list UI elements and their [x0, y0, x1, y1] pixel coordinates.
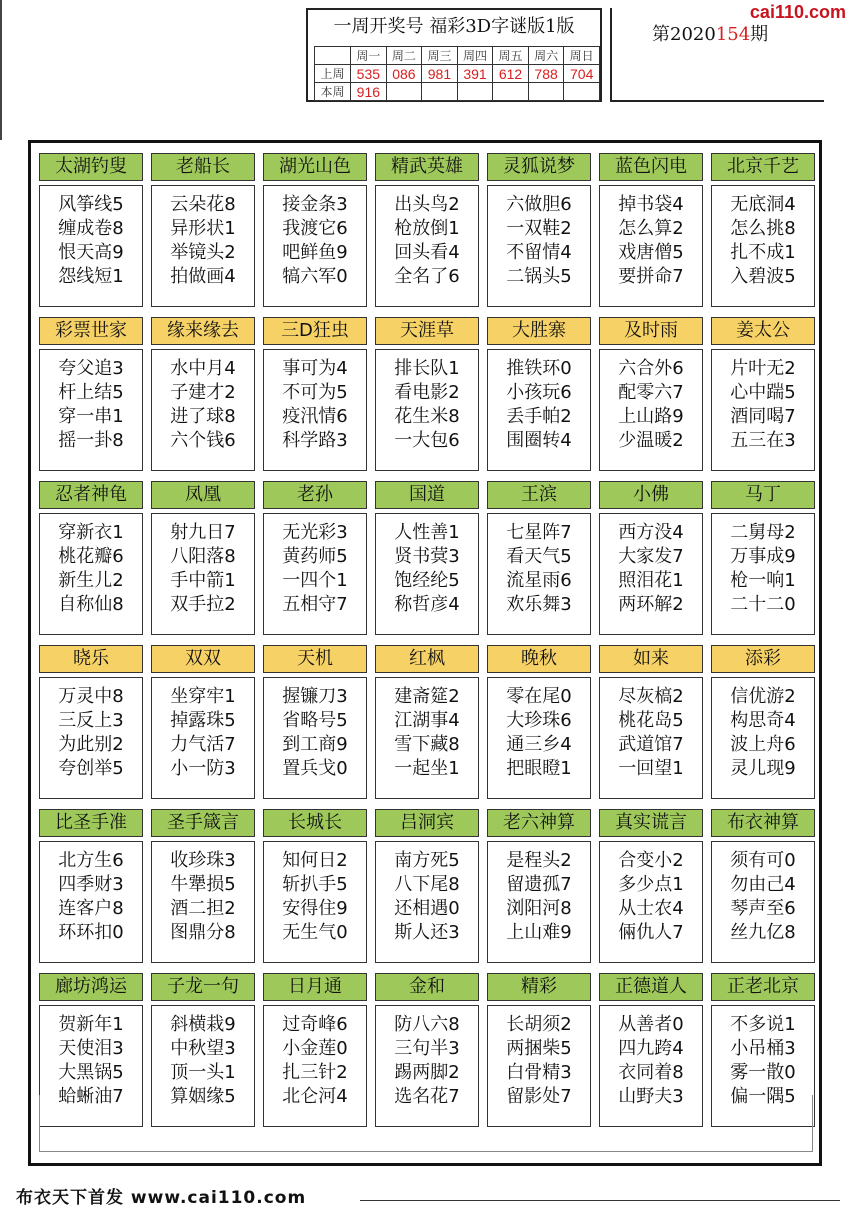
- riddle-line: 安得住9: [282, 898, 348, 919]
- riddle-line: 浏阳河8: [506, 898, 572, 919]
- weekly-draw-table: 周一 周二 周三 周四 周五 周六 周日 上周 535 086 981 391 612 788 704 本周 916: [314, 46, 600, 101]
- riddle-line: 杆上结5: [58, 382, 124, 403]
- riddle-line: 合变小2: [618, 850, 684, 871]
- riddle-line: 一四个1: [282, 570, 348, 591]
- riddle-line: 把眼瞪1: [506, 758, 572, 779]
- riddle-line: 看电影2: [394, 382, 460, 403]
- riddle-author: 王滨: [487, 481, 591, 509]
- riddle-card: [599, 317, 703, 467]
- site-link[interactable]: cai110.com: [749, 2, 846, 22]
- riddle-author: 日月通: [263, 973, 367, 1001]
- riddle-line: 子建才2: [170, 382, 236, 403]
- riddle-author: 太湖钓叟: [39, 153, 143, 181]
- riddle-line: 穿一串1: [58, 406, 124, 427]
- riddle-frame: [28, 140, 822, 1166]
- riddle-card: [375, 153, 479, 303]
- riddle-line: 力气活7: [170, 734, 236, 755]
- riddle-row: [39, 645, 811, 795]
- riddle-line: 枪一响1: [730, 570, 796, 591]
- riddle-line: 掉露珠5: [170, 710, 236, 731]
- riddle-line: 过奇峰6: [282, 1014, 348, 1035]
- riddle-line: 山野夫3: [618, 1086, 684, 1107]
- riddle-line: 算姻缘5: [170, 1086, 236, 1107]
- riddle-lines: [711, 513, 815, 635]
- riddle-line: 小一防3: [170, 758, 236, 779]
- riddle-row: [39, 809, 811, 959]
- riddle-line: 雪下藏8: [394, 734, 460, 755]
- riddle-line: 流星雨6: [506, 570, 572, 591]
- riddle-card: [599, 153, 703, 303]
- riddle-card: [711, 645, 815, 795]
- riddle-author: 圣手箴言: [151, 809, 255, 837]
- riddle-line: 七星阵7: [506, 522, 572, 543]
- riddle-line: 排长队1: [394, 358, 460, 379]
- riddle-line: 到工商9: [282, 734, 348, 755]
- riddle-card: [263, 153, 367, 303]
- riddle-line: 勿由己4: [730, 874, 796, 895]
- riddle-line: 北方生6: [58, 850, 124, 871]
- riddle-author: 灵狐说梦: [487, 153, 591, 181]
- riddle-line: 武道馆7: [618, 734, 684, 755]
- riddle-author: 布衣神算: [711, 809, 815, 837]
- riddle-line: 留影处7: [506, 1086, 572, 1107]
- riddle-line: 二十二0: [730, 594, 796, 615]
- riddle-line: 零在尾0: [506, 686, 572, 707]
- riddle-card: [599, 645, 703, 795]
- riddle-line: 夸创举5: [58, 758, 124, 779]
- riddle-card: [151, 809, 255, 959]
- riddle-line: 还相遇0: [394, 898, 460, 919]
- riddle-line: 桃花瓣6: [58, 546, 124, 567]
- riddle-line: 二舅母2: [730, 522, 796, 543]
- riddle-line: 扎不成1: [730, 242, 796, 263]
- riddle-line: 六做胆6: [506, 194, 572, 215]
- riddle-line: 全名了6: [394, 266, 460, 287]
- riddle-author: 大胜寨: [487, 317, 591, 345]
- riddle-author: 子龙一句: [151, 973, 255, 1001]
- riddle-lines: [599, 841, 703, 963]
- riddle-lines: [711, 841, 815, 963]
- riddle-line: 看天气5: [506, 546, 572, 567]
- riddle-line: 选名花7: [394, 1086, 460, 1107]
- riddle-card: [487, 317, 591, 467]
- riddle-line: 防八六8: [394, 1014, 460, 1035]
- riddle-author: 及时雨: [599, 317, 703, 345]
- riddle-line: 大黑锅5: [58, 1062, 124, 1083]
- riddle-line: 异形状1: [170, 218, 236, 239]
- riddle-card: [151, 481, 255, 631]
- riddle-card: [151, 153, 255, 303]
- riddle-lines: [263, 349, 367, 471]
- last-week-row: 上周 535 086 981 391 612 788 704: [315, 65, 600, 83]
- riddle-line: 八下尾8: [394, 874, 460, 895]
- riddle-line: 不留情4: [506, 242, 572, 263]
- riddle-line: 八阳落8: [170, 546, 236, 567]
- riddle-line: 斯人还3: [394, 922, 460, 943]
- riddle-card: [711, 809, 815, 959]
- riddle-line: 顶一头1: [170, 1062, 236, 1083]
- riddle-line: 举镜头2: [170, 242, 236, 263]
- riddle-line: 白骨精3: [506, 1062, 572, 1083]
- riddle-author: 马丁: [711, 481, 815, 509]
- riddle-line: 大家发7: [618, 546, 684, 567]
- riddle-author: 真实谎言: [599, 809, 703, 837]
- riddle-line: 须有可0: [730, 850, 796, 871]
- riddle-card: [375, 317, 479, 467]
- riddle-lines: [375, 841, 479, 963]
- riddle-line: 牛犟损5: [170, 874, 236, 895]
- riddle-lines: [263, 841, 367, 963]
- riddle-line: 科学路3: [282, 430, 348, 451]
- riddle-line: 上山难9: [506, 922, 572, 943]
- riddle-line: 北仑河4: [282, 1086, 348, 1107]
- riddle-line: 长胡须2: [506, 1014, 572, 1035]
- riddle-line: 恨天高9: [58, 242, 124, 263]
- riddle-row: [39, 317, 811, 467]
- riddle-line: 枪放倒1: [394, 218, 460, 239]
- riddle-line: 两环解2: [618, 594, 684, 615]
- riddle-line: 进了球8: [170, 406, 236, 427]
- riddle-card: [39, 645, 143, 795]
- riddle-line: 贺新年1: [58, 1014, 124, 1035]
- riddle-lines: [487, 677, 591, 799]
- riddle-author: 天涯草: [375, 317, 479, 345]
- riddle-line: 知何日2: [282, 850, 348, 871]
- riddle-card: [487, 153, 591, 303]
- riddle-line: 围圈转4: [506, 430, 572, 451]
- riddle-line: 波上舟6: [730, 734, 796, 755]
- riddle-line: 少温暖2: [618, 430, 684, 451]
- riddle-author: 姜太公: [711, 317, 815, 345]
- riddle-line: 云朵花8: [170, 194, 236, 215]
- riddle-line: 通三乡4: [506, 734, 572, 755]
- footer-credit: 布衣天下首发 www.cai110.com: [16, 1188, 307, 1208]
- riddle-line: 信优游2: [730, 686, 796, 707]
- riddle-author: 添彩: [711, 645, 815, 673]
- riddle-card: [599, 809, 703, 959]
- riddle-line: 从善者0: [618, 1014, 684, 1035]
- riddle-lines: [487, 349, 591, 471]
- riddle-line: 我渡它6: [282, 218, 348, 239]
- riddle-card: [151, 645, 255, 795]
- riddle-line: 一回望1: [618, 758, 684, 779]
- riddle-card: [375, 809, 479, 959]
- riddle-line: 黄药师5: [282, 546, 348, 567]
- riddle-line: 射九日7: [170, 522, 236, 543]
- riddle-line: 风筝线5: [58, 194, 124, 215]
- riddle-lines: [487, 513, 591, 635]
- riddle-card: [39, 481, 143, 631]
- riddle-lines: [263, 185, 367, 307]
- riddle-line: 收珍珠3: [170, 850, 236, 871]
- riddle-line: 构思奇4: [730, 710, 796, 731]
- riddle-card: [263, 317, 367, 467]
- riddle-lines: [375, 677, 479, 799]
- weekly-draw-panel: [306, 8, 602, 102]
- riddle-line: 丝九亿8: [730, 922, 796, 943]
- riddle-line: 三句半3: [394, 1038, 460, 1059]
- riddle-author: 比圣手准: [39, 809, 143, 837]
- riddle-lines: [39, 185, 143, 307]
- riddle-line: 小金莲0: [282, 1038, 348, 1059]
- riddle-author: 金和: [375, 973, 479, 1001]
- riddle-line: 坐穿牢1: [170, 686, 236, 707]
- riddle-author: 凤凰: [151, 481, 255, 509]
- riddle-card: [375, 481, 479, 631]
- riddle-line: 西方没4: [618, 522, 684, 543]
- riddle-author: 廊坊鸿运: [39, 973, 143, 1001]
- riddle-line: 琴声至6: [730, 898, 796, 919]
- riddle-lines: [263, 677, 367, 799]
- riddle-line: 掉书袋4: [618, 194, 684, 215]
- riddle-author: 忍者神龟: [39, 481, 143, 509]
- riddle-line: 回头看4: [394, 242, 460, 263]
- riddle-card: [375, 645, 479, 795]
- riddle-line: 欢乐舞3: [506, 594, 572, 615]
- riddle-line: 花生米8: [394, 406, 460, 427]
- riddle-author: 小佛: [599, 481, 703, 509]
- riddle-line: 不可为5: [282, 382, 348, 403]
- riddle-line: 雾一散0: [730, 1062, 796, 1083]
- riddle-card: [711, 481, 815, 631]
- riddle-line: 南方死5: [394, 850, 460, 871]
- riddle-line: 从士农4: [618, 898, 684, 919]
- riddle-line: 踢两脚2: [394, 1062, 460, 1083]
- riddle-line: 入碧波5: [730, 266, 796, 287]
- riddle-row: [39, 481, 811, 631]
- empty-bottom-area: [39, 1095, 813, 1152]
- riddle-lines: [39, 677, 143, 799]
- riddle-line: 斩扒手5: [282, 874, 348, 895]
- riddle-line: 灵儿现9: [730, 758, 796, 779]
- riddle-author: 晚秋: [487, 645, 591, 673]
- riddle-lines: [151, 513, 255, 635]
- riddle-line: 偏一隅5: [730, 1086, 796, 1107]
- riddle-author: 彩票世家: [39, 317, 143, 345]
- riddle-author: 湖光山色: [263, 153, 367, 181]
- riddle-line: 新生儿2: [58, 570, 124, 591]
- riddle-lines: [487, 185, 591, 307]
- riddle-author: 晓乐: [39, 645, 143, 673]
- riddle-line: 不多说1: [730, 1014, 796, 1035]
- riddle-card: [263, 645, 367, 795]
- riddle-lines: [151, 677, 255, 799]
- riddle-line: 六个钱6: [170, 430, 236, 451]
- riddle-lines: [711, 349, 815, 471]
- riddle-lines: [711, 677, 815, 799]
- riddle-line: 戏唐僧5: [618, 242, 684, 263]
- riddle-row: [39, 153, 811, 303]
- riddle-line: 连客户8: [58, 898, 124, 919]
- riddle-line: 斜横栽9: [170, 1014, 236, 1035]
- riddle-line: 夸父追3: [58, 358, 124, 379]
- riddle-line: 心中踹5: [730, 382, 796, 403]
- riddle-line: 片叶无2: [730, 358, 796, 379]
- riddle-author: 精彩: [487, 973, 591, 1001]
- riddle-card: [263, 481, 367, 631]
- riddle-lines: [375, 513, 479, 635]
- riddle-author: 精武英雄: [375, 153, 479, 181]
- riddle-line: 丢手帕2: [506, 406, 572, 427]
- riddle-lines: [599, 349, 703, 471]
- riddle-line: 无底洞4: [730, 194, 796, 215]
- riddle-line: 江湖事4: [394, 710, 460, 731]
- riddle-author: 老孙: [263, 481, 367, 509]
- riddle-lines: [487, 841, 591, 963]
- riddle-line: 怨线短1: [58, 266, 124, 287]
- riddle-line: 推铁环0: [506, 358, 572, 379]
- riddle-lines: [151, 185, 255, 307]
- riddle-line: 自称仙8: [58, 594, 124, 615]
- riddle-line: 建斋筵2: [394, 686, 460, 707]
- riddle-author: 如来: [599, 645, 703, 673]
- issue-number: 第2020154期: [652, 24, 769, 45]
- riddle-line: 置兵戈0: [282, 758, 348, 779]
- riddle-line: 中秋望3: [170, 1038, 236, 1059]
- riddle-lines: [599, 677, 703, 799]
- riddle-lines: [599, 513, 703, 635]
- riddle-line: 犒六军0: [282, 266, 348, 287]
- riddle-line: 人性善1: [394, 522, 460, 543]
- riddle-lines: [599, 185, 703, 307]
- footer-divider: [360, 1200, 840, 1201]
- riddle-line: 五三在3: [730, 430, 796, 451]
- riddle-line: 称哲彦4: [394, 594, 460, 615]
- riddle-line: 六合外6: [618, 358, 684, 379]
- riddle-line: 配零六7: [618, 382, 684, 403]
- riddle-card: [263, 809, 367, 959]
- riddle-line: 无生气0: [282, 922, 348, 943]
- riddle-line: 出头鸟2: [394, 194, 460, 215]
- riddle-line: 大珍珠6: [506, 710, 572, 731]
- riddle-line: 图鼎分8: [170, 922, 236, 943]
- riddle-line: 四九跨4: [618, 1038, 684, 1059]
- riddle-author: 正德道人: [599, 973, 703, 1001]
- riddle-line: 万灵中8: [58, 686, 124, 707]
- riddle-lines: [39, 841, 143, 963]
- riddle-line: 二锅头5: [506, 266, 572, 287]
- riddle-lines: [39, 349, 143, 471]
- riddle-line: 接金条3: [282, 194, 348, 215]
- riddle-author: 国道: [375, 481, 479, 509]
- riddle-line: 照泪花1: [618, 570, 684, 591]
- riddle-lines: [375, 185, 479, 307]
- riddle-card: [487, 809, 591, 959]
- riddle-card: [711, 317, 815, 467]
- riddle-line: 握镰刀3: [282, 686, 348, 707]
- riddle-author: 长城长: [263, 809, 367, 837]
- riddle-author: 双双: [151, 645, 255, 673]
- riddle-lines: [151, 841, 255, 963]
- riddle-line: 衣同着8: [618, 1062, 684, 1083]
- riddle-card: [151, 317, 255, 467]
- riddle-line: 上山路9: [618, 406, 684, 427]
- page-edge-line: [0, 0, 2, 140]
- riddle-author: 红枫: [375, 645, 479, 673]
- riddle-line: 疫汛情6: [282, 406, 348, 427]
- riddle-line: 双手拉2: [170, 594, 236, 615]
- riddle-lines: [39, 513, 143, 635]
- riddle-line: 一起坐1: [394, 758, 460, 779]
- riddle-line: 为此别2: [58, 734, 124, 755]
- riddle-author: 天机: [263, 645, 367, 673]
- riddle-line: 天使泪3: [58, 1038, 124, 1059]
- riddle-line: 贤书蓂3: [394, 546, 460, 567]
- riddle-line: 手中箭1: [170, 570, 236, 591]
- riddle-line: 拍做画4: [170, 266, 236, 287]
- riddle-author: 老六神算: [487, 809, 591, 837]
- riddle-author: 三D狂虫: [263, 317, 367, 345]
- riddle-lines: [263, 513, 367, 635]
- riddle-lines: [375, 349, 479, 471]
- riddle-line: 怎么算2: [618, 218, 684, 239]
- riddle-lines: [151, 349, 255, 471]
- riddle-card: [39, 809, 143, 959]
- riddle-author: 吕洞宾: [375, 809, 479, 837]
- riddle-line: 万事成9: [730, 546, 796, 567]
- riddle-card: [711, 153, 815, 303]
- panel-title: 一周开奖号 福彩3D字谜版1版: [333, 16, 575, 37]
- riddle-card: [39, 153, 143, 303]
- riddle-line: 水中月4: [170, 358, 236, 379]
- riddle-author: 缘来缘去: [151, 317, 255, 345]
- riddle-author: 老船长: [151, 153, 255, 181]
- riddle-line: 倆仇人7: [618, 922, 684, 943]
- riddle-line: 缠成卷8: [58, 218, 124, 239]
- riddle-line: 无光彩3: [282, 522, 348, 543]
- riddle-line: 尽灰槁2: [618, 686, 684, 707]
- riddle-line: 扎三针2: [282, 1062, 348, 1083]
- riddle-line: 环环扣0: [58, 922, 124, 943]
- riddle-line: 省略号5: [282, 710, 348, 731]
- riddle-author: 蓝色闪电: [599, 153, 703, 181]
- riddle-card: [487, 645, 591, 795]
- riddle-line: 酒二担2: [170, 898, 236, 919]
- riddle-line: 摇一卦8: [58, 430, 124, 451]
- riddle-line: 两捆柴5: [506, 1038, 572, 1059]
- riddle-line: 事可为4: [282, 358, 348, 379]
- riddle-card: [487, 481, 591, 631]
- riddle-line: 一双鞋2: [506, 218, 572, 239]
- this-week-row: 本周 916: [315, 83, 600, 101]
- riddle-line: 穿新衣1: [58, 522, 124, 543]
- riddle-line: 桃花岛5: [618, 710, 684, 731]
- riddle-line: 是程头2: [506, 850, 572, 871]
- riddle-card: [39, 317, 143, 467]
- riddle-line: 吧鲜鱼9: [282, 242, 348, 263]
- riddle-line: 三反上3: [58, 710, 124, 731]
- riddle-line: 四季财3: [58, 874, 124, 895]
- riddle-line: 一大包6: [394, 430, 460, 451]
- riddle-lines: [711, 185, 815, 307]
- riddle-author: 正老北京: [711, 973, 815, 1001]
- riddle-line: 五相守7: [282, 594, 348, 615]
- riddle-author: 北京千艺: [711, 153, 815, 181]
- riddle-line: 小孩玩6: [506, 382, 572, 403]
- riddle-line: 怎么挑8: [730, 218, 796, 239]
- riddle-line: 蛤蜥油7: [58, 1086, 124, 1107]
- riddle-line: 要拼命7: [618, 266, 684, 287]
- riddle-card: [599, 481, 703, 631]
- riddle-line: 小吊桶3: [730, 1038, 796, 1059]
- riddle-line: 多少点1: [618, 874, 684, 895]
- riddle-line: 酒同喝7: [730, 406, 796, 427]
- riddle-line: 留遗孤7: [506, 874, 572, 895]
- riddle-line: 饱经纶5: [394, 570, 460, 591]
